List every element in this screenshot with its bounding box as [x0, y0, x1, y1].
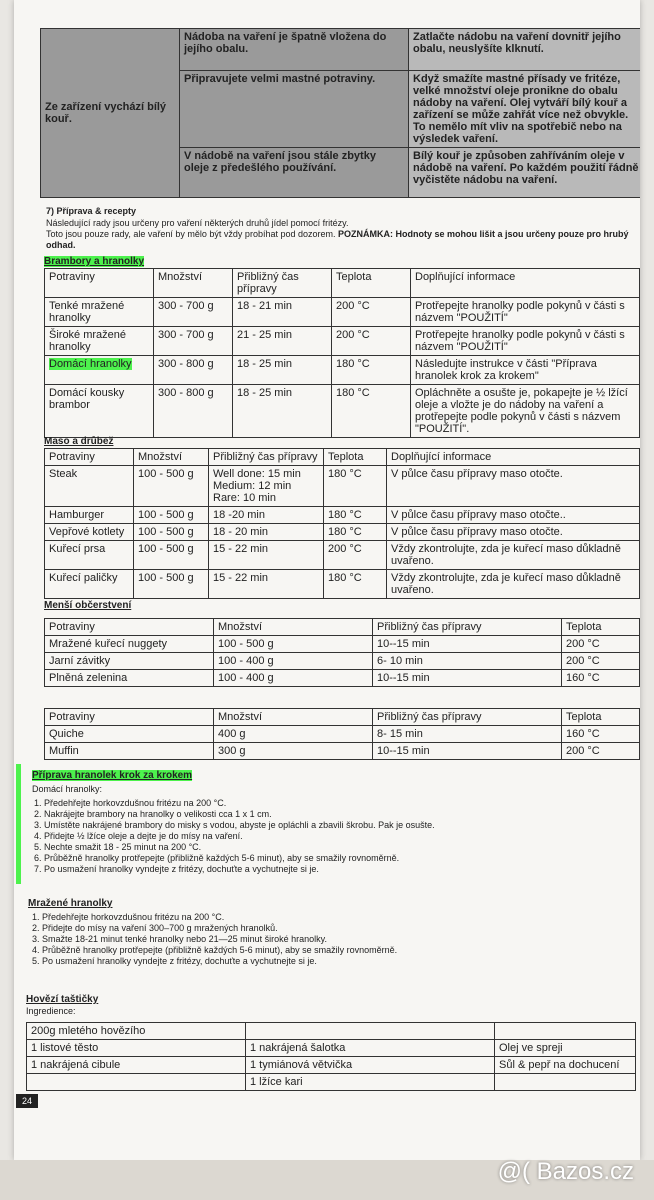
cell: 200 °C	[562, 653, 640, 670]
header-cell: Potraviny	[45, 709, 214, 726]
manual-page	[14, 0, 640, 1160]
cell: 18 -20 min	[209, 507, 324, 524]
frozen-fries-title: Mražené hranolky	[28, 898, 113, 909]
cell: 1 nakrájená cibule	[27, 1057, 246, 1074]
cell: V půlce času přípravy maso otočte.	[387, 524, 640, 541]
table-row	[45, 743, 640, 760]
cell: 100 - 400 g	[214, 670, 373, 687]
header-cell: Potraviny	[45, 619, 214, 636]
table-row	[27, 1057, 636, 1074]
header-cell: Potraviny	[45, 449, 134, 466]
list-item: 2. Přidejte do mísy na vaření 300–700 g mražených hranolků.	[42, 923, 640, 934]
cell: 18 - 20 min	[209, 524, 324, 541]
list-item: 2. Nakrájejte brambory na hranolky o velikosti cca 1 x 1 cm.	[44, 809, 640, 820]
list-item: 5. Po usmažení hranolky vyndejte z fritézy, dochuťte a vychutnejte si je.	[42, 956, 640, 967]
cause-cell: V nádobě na vaření jsou stále zbytky oleje z předešlého používání.	[180, 148, 409, 198]
potatoes-table	[44, 268, 640, 438]
list-item: 5. Nechte smažit 18 - 25 minut na 200 °C.	[44, 842, 640, 853]
header-cell: Teplota	[562, 619, 640, 636]
list-item: 1. Předehřejte horkovzdušnou fritézu na 200 °C.	[42, 912, 640, 923]
cell	[495, 1023, 636, 1040]
header-cell: Přibližný čas přípravy	[373, 619, 562, 636]
cell: 400 g	[214, 726, 373, 743]
cell: 300 - 700 g	[154, 327, 233, 356]
cell: V půlce času přípravy maso otočte..	[387, 507, 640, 524]
table-row	[45, 385, 640, 438]
cell: 6- 10 min	[373, 653, 562, 670]
cell: 100 - 500 g	[134, 570, 209, 599]
baking-table	[44, 708, 640, 760]
cell: 1 listové těsto	[27, 1040, 246, 1057]
table-row	[45, 570, 640, 599]
fries-steps-title: Příprava hranolek krok za krokem	[32, 770, 193, 781]
potatoes-title: Brambory a hranolky	[44, 256, 145, 267]
cell: 18 - 25 min	[233, 356, 332, 385]
cell: Well done: 15 min Medium: 12 min Rare: 10 min	[209, 466, 324, 507]
cell	[495, 1074, 636, 1091]
problem-cell: Ze zařízení vychází bílý kouř.	[41, 29, 180, 198]
header-cell: Doplňující informace	[411, 269, 640, 298]
cell: Vždy zkontrolujte, zda je kuřecí maso důkladně uvařeno.	[387, 570, 640, 599]
cell: 100 - 400 g	[214, 653, 373, 670]
fries-steps-list	[28, 798, 640, 875]
cell: Muffin	[45, 743, 214, 760]
cell: Hamburger	[45, 507, 134, 524]
solution-cell: Zatlačte nádobu na vaření dovnitř jejího obalu, neuslyšíte klknutí.	[409, 29, 641, 71]
cell: Domácí kousky brambor	[45, 385, 154, 438]
cell: 18 - 25 min	[233, 385, 332, 438]
cell: 180 °C	[324, 466, 387, 507]
cell: Protřepejte hranolky podle pokynů v části s názvem "POUŽITÍ"	[411, 298, 640, 327]
header-cell: Množství	[214, 619, 373, 636]
table-row	[45, 327, 640, 356]
header-cell: Množství	[154, 269, 233, 298]
cell: Protřepejte hranolky podle pokynů v části s názvem "POUŽITÍ"	[411, 327, 640, 356]
cell: 10--15 min	[373, 636, 562, 653]
cell: 300 - 800 g	[154, 385, 233, 438]
cell: 15 - 22 min	[209, 541, 324, 570]
cell: 100 - 500 g	[134, 507, 209, 524]
table-header-row	[45, 269, 640, 298]
table-row	[45, 541, 640, 570]
meat-title: Maso a drůbež	[44, 436, 114, 447]
header-cell: Teplota	[332, 269, 411, 298]
list-item: 1. Předehřejte horkovzdušnou fritézu na 200 °C.	[44, 798, 640, 809]
cell: Sůl & pepř na dochucení	[495, 1057, 636, 1074]
cell: Kuřecí paličky	[45, 570, 134, 599]
header-cell: Přibližný čas přípravy	[233, 269, 332, 298]
header-cell: Teplota	[562, 709, 640, 726]
list-item: 6. Průběžně hranolky protřepejte (přibližně každých 5-6 minut), aby se smažily rovnoměrně.	[44, 853, 640, 864]
highlight-marker	[16, 764, 21, 884]
solution-cell: Bílý kouř je způsoben zahříváním oleje v nádobě na vaření. Po každém použití řádně vyčistěte nádobu na vaření.	[409, 148, 641, 198]
cell: 8- 15 min	[373, 726, 562, 743]
cell: Následujte instrukce v části "Příprava hranolek krok za krokem"	[411, 356, 640, 385]
cell: 160 °C	[562, 670, 640, 687]
cell: Olej ve spreji	[495, 1040, 636, 1057]
table-row	[45, 670, 640, 687]
section-intro	[46, 218, 636, 251]
cell: Opláchněte a osušte je, pokapejte je ½ lžící oleje a vložte je do nádoby na vaření a protřepejte podle pokynů v části s názvem "POUŽITÍ".	[411, 385, 640, 438]
header-cell: Teplota	[324, 449, 387, 466]
cell: 1 lžíce kari	[246, 1074, 495, 1091]
intro-line-2: Toto jsou pouze rady, ale vaření by mělo být vždy probíhat pod dozorem.	[46, 229, 336, 239]
table-row	[27, 1074, 636, 1091]
table-header-row	[45, 619, 640, 636]
cell: 100 - 500 g	[134, 466, 209, 507]
cell: 180 °C	[332, 356, 411, 385]
table-row	[45, 524, 640, 541]
cell: 300 - 700 g	[154, 298, 233, 327]
table-header-row	[45, 449, 640, 466]
list-item: 4. Přidejte ½ lžíce oleje a dejte je do mísy na vaření.	[44, 831, 640, 842]
meat-table	[44, 448, 640, 599]
cell: Plněná zelenina	[45, 670, 214, 687]
cell: 180 °C	[332, 385, 411, 438]
cell	[246, 1023, 495, 1040]
cell: Vždy zkontrolujte, zda je kuřecí maso důkladně uvařeno.	[387, 541, 640, 570]
cell: 200 °C	[332, 327, 411, 356]
cell: 10--15 min	[373, 743, 562, 760]
note-label: POZNÁMKA:	[338, 229, 394, 239]
cell: Vepřové kotlety	[45, 524, 134, 541]
header-cell: Doplňující informace	[387, 449, 640, 466]
cell: 300 g	[214, 743, 373, 760]
cell: Tenké mražené hranolky	[45, 298, 154, 327]
header-cell: Přibližný čas přípravy	[209, 449, 324, 466]
cell: 200 °C	[562, 636, 640, 653]
table-row	[45, 726, 640, 743]
cause-cell: Připravujete velmi mastné potraviny.	[180, 71, 409, 148]
solution-cell: Když smažíte mastné přísady ve fritéze, velké množství oleje pronikne do obalu nádoby na vaření. Olej vytváří bílý kouř a zařízení se může zahřát více než obvykle. To nemělo mít vliv na spotřebič nebo na výsledek vaření.	[409, 71, 641, 148]
snacks-title: Menší občerstvení	[44, 600, 132, 611]
cell: 100 - 500 g	[134, 541, 209, 570]
cell: Kuřecí prsa	[45, 541, 134, 570]
cell	[27, 1074, 246, 1091]
cell: 1 tymiánová větvička	[246, 1057, 495, 1074]
table-row	[27, 1023, 636, 1040]
cell: 18 - 21 min	[233, 298, 332, 327]
header-cell: Potraviny	[45, 269, 154, 298]
troubleshooting-table	[40, 28, 640, 198]
frozen-fries-list	[26, 912, 640, 967]
list-item: 3. Smažte 18-21 minut tenké hranolky nebo 21—25 minut široké hranolky.	[42, 934, 640, 945]
cell: Quiche	[45, 726, 214, 743]
cell: Steak	[45, 466, 134, 507]
section-title: 7) Příprava & recepty	[46, 206, 137, 216]
cell: 180 °C	[324, 507, 387, 524]
header-cell: Přibližný čas přípravy	[373, 709, 562, 726]
cell: V půlce času přípravy maso otočte.	[387, 466, 640, 507]
cell: 21 - 25 min	[233, 327, 332, 356]
table-row	[45, 356, 640, 385]
watermark: @( Bazos.cz	[497, 1158, 634, 1185]
cell: 300 - 800 g	[154, 356, 233, 385]
ingredients-table	[26, 1022, 636, 1091]
cell: 200 °C	[562, 743, 640, 760]
pockets-subtitle: Ingredience:	[26, 1006, 76, 1016]
table-row	[45, 298, 640, 327]
cell-highlighted	[45, 356, 154, 385]
header-cell: Množství	[134, 449, 209, 466]
table-row	[45, 653, 640, 670]
cell: 100 - 500 g	[214, 636, 373, 653]
intro-line-1: Následující rady jsou určeny pro vaření některých druhů jídel pomocí fritézy.	[46, 218, 349, 228]
highlight-text: Domácí hranolky	[49, 358, 132, 370]
fries-steps-subtitle: Domácí hranolky:	[32, 784, 103, 794]
cell: 200 °C	[324, 541, 387, 570]
list-item: 3. Umístěte nakrájené brambory do misky s vodou, abyste je opláchli a zbavili škrobu. Pak je osušte.	[44, 820, 640, 831]
pockets-title: Hovězí taštičky	[26, 994, 99, 1005]
cell: Široké mražené hranolky	[45, 327, 154, 356]
cell: 180 °C	[324, 570, 387, 599]
cell: 180 °C	[324, 524, 387, 541]
cause-cell: Nádoba na vaření je špatně vložena do jejího obalu.	[180, 29, 409, 71]
cell: 200 °C	[332, 298, 411, 327]
table-row	[27, 1040, 636, 1057]
list-item: 4. Průběžně hranolky protřepejte (přibližně každých 5-6 minut), aby se smažily rovnoměrně.	[42, 945, 640, 956]
cell: 200g mletého hovězího	[27, 1023, 246, 1040]
cell: Mražené kuřecí nuggety	[45, 636, 214, 653]
page-number: 24	[16, 1094, 38, 1108]
note-text: Hodnoty se mohou lišit a jsou určeny pouze pro hrubý odhad.	[46, 229, 629, 250]
cell: 10--15 min	[373, 670, 562, 687]
table-row	[45, 636, 640, 653]
snacks-table	[44, 618, 640, 687]
table-row	[45, 507, 640, 524]
header-cell: Množství	[214, 709, 373, 726]
cell: 1 nakrájená šalotka	[246, 1040, 495, 1057]
table-header-row	[45, 709, 640, 726]
table-row	[45, 466, 640, 507]
cell: Jarní závitky	[45, 653, 214, 670]
cell: 160 °C	[562, 726, 640, 743]
cell: 100 - 500 g	[134, 524, 209, 541]
cell: 15 - 22 min	[209, 570, 324, 599]
list-item: 7. Po usmažení hranolky vyndejte z fritézy, dochuťte a vychutnejte si je.	[44, 864, 640, 875]
